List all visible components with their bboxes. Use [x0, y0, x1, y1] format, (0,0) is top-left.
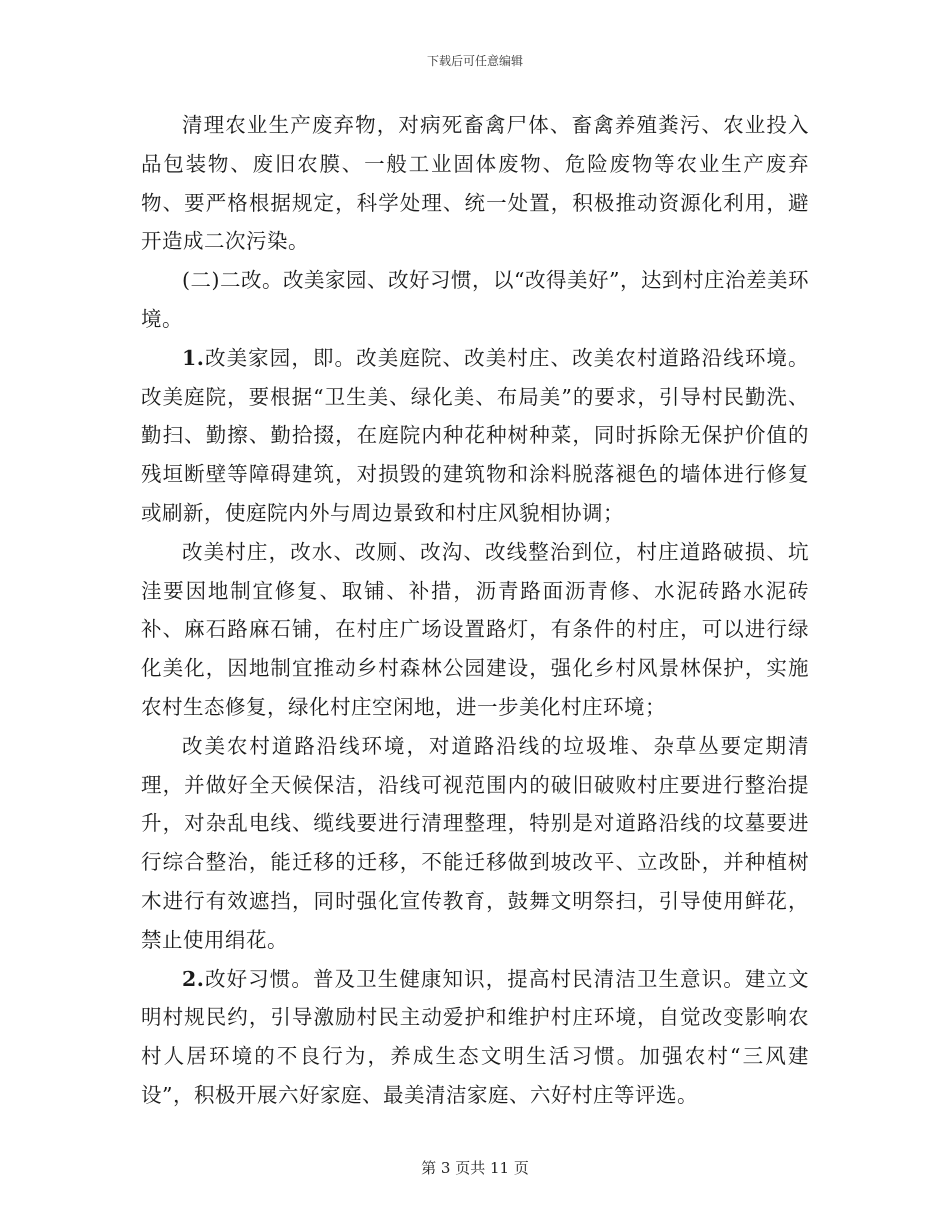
paragraph-text: 改美家园，即。改美庭院、改美村庄、改美农村道路沿线环境。改美庭院，要根据“卫生美、绿化美、布局美”的要求，引导村民勤洗、勤扫、勤擦、勤拾掇，在庭院内种花种树种菜，同时拆除无保护价值的残垣断壁等障碍建筑，对损毁的建筑物和涂料脱落褪色的墙体进行修复或刷新，使庭院内外与周边景致和村庄风貌相协调； [141, 345, 809, 525]
paragraph-text: 改美农村道路沿线环境，对道路沿线的垃圾堆、杂草丛要定期清理，并做好全天候保洁，沿线可视范围内的破旧破败村庄要进行整治提升，对杂乱电线、缆线要进行清理整理，特别是对道路沿线的坟墓要进行综合整治，能迁移的迁移，不能迁移做到坡改平、立改卧，并种植树木进行有效遮挡，同时强化宣传教育，鼓舞文明祭扫，引导使用鲜花，禁止使用绢花。 [141, 733, 809, 952]
paragraph-improve-village [141, 533, 809, 727]
paragraph-improve-home [141, 339, 809, 533]
page-header: 下载后可任意编辑 [426, 54, 523, 68]
paragraph-number: 2. [182, 966, 205, 991]
paragraph-text: 改美村庄，改水、改厕、改沟、改线整治到位，村庄道路破损、坑洼要因地制宜修复、取铺、补措，沥青路面沥青修、水泥砖路水泥砖补、麻石路麻石铺，在村庄广场设置路灯，有条件的村庄，可以进行绿化美化，因地制宜推动乡村森林公园建设，强化乡村风景林保护，实施农村生态修复，绿化村庄空闲地，进一步美化村庄环境； [141, 539, 809, 719]
paragraph-section-two [141, 261, 809, 339]
paragraph-text: (二)二改。改美家园、改好习惯，以“改得美好”，达到村庄治差美环境。 [141, 268, 809, 331]
paragraph-text: 清理农业生产废弃物，对病死畜禽尸体、畜禽养殖粪污、农业投入品包装物、废旧农膜、一般工业固体废物、危险废物等农业生产废弃物、要严格根据规定，科学处理、统一处置，积极推动资源化利用，避开造成二次污染。 [141, 113, 809, 254]
paragraph-number: 1. [182, 345, 205, 370]
paragraph-improve-roadside [141, 727, 809, 960]
document-body [141, 106, 809, 1115]
page-footer: 第 3 页共 11 页 [421, 1159, 529, 1177]
paragraph-improve-habits [141, 960, 809, 1115]
paragraph-waste-cleanup [141, 106, 809, 261]
paragraph-text: 改好习惯。普及卫生健康知识，提高村民清洁卫生意识。建立文明村规民约，引导激励村民主动爱护和维护村庄环境，自觉改变影响农村人居环境的不良行为，养成生态文明生活习惯。加强农村“三风建设”，积极开展六好家庭、最美清洁家庭、六好村庄等评选。 [141, 966, 809, 1107]
